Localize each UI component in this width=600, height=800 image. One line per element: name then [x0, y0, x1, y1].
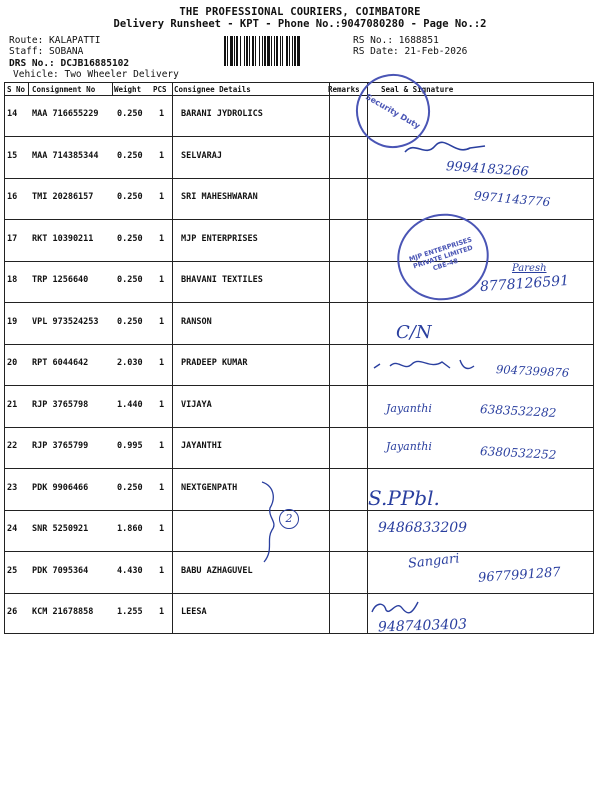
col-remarks: Remarks	[328, 85, 360, 94]
row-consignment: RKT 10390211	[32, 233, 94, 244]
barcode-bar	[244, 36, 245, 66]
col-consignment: Consignment No	[32, 85, 96, 94]
barcode-bar	[292, 36, 293, 66]
staff-label: Staff: SOBANA	[9, 46, 84, 57]
signature-mark	[368, 596, 428, 620]
barcode-bar	[234, 36, 235, 66]
row-consignment: PDK 7095364	[32, 565, 89, 576]
row-sno: 23	[7, 482, 18, 493]
row-weight: 2.030	[117, 358, 143, 368]
col-sno: S No	[7, 85, 26, 94]
table-row	[5, 95, 593, 137]
row-sno: 25	[7, 565, 18, 576]
hw-r26-phone: 9487403403	[377, 616, 468, 636]
table-row	[5, 303, 593, 345]
row-consignee: BABU AZHAGUVEL	[181, 565, 253, 576]
hw-r16-phone: 9994183266	[445, 159, 530, 180]
row-consignee: VIJAYA	[181, 399, 212, 410]
row-consignee: NEXTGENPATH	[181, 482, 238, 493]
vehicle-label: Vehicle: Two Wheeler Delivery	[13, 69, 179, 80]
row-consignee: SRI MAHESHWARAN	[181, 192, 258, 202]
row-sno: 15	[7, 150, 18, 161]
row-consignment: TMI 20286157	[32, 192, 94, 202]
row-weight: 0.250	[117, 233, 143, 244]
row-sno: 24	[7, 524, 18, 534]
barcode-bar	[262, 36, 263, 66]
row-pcs: 1	[159, 109, 165, 119]
row-pcs: 1	[159, 524, 165, 534]
table-row	[5, 220, 593, 262]
circled-number: 2	[279, 509, 299, 529]
row-consignee: MJP ENTERPRISES	[181, 233, 258, 244]
barcode	[224, 36, 347, 66]
row-pcs: 1	[159, 399, 165, 410]
drs-label: DRS No.: DCJB16885102	[9, 58, 130, 69]
barcode-bar	[255, 36, 256, 66]
row-consignment: PDK 9906466	[32, 482, 89, 493]
row-consignment: MAA 714385344	[32, 150, 99, 161]
hw-r25-phone: 9677991287	[477, 565, 562, 586]
barcode-bar	[227, 36, 228, 66]
hw-r20-phone: 9047399876	[495, 362, 570, 380]
row-weight: 0.250	[117, 316, 143, 327]
row-weight: 0.250	[117, 192, 143, 202]
signature-mark	[400, 138, 490, 160]
row-sno: 22	[7, 441, 18, 451]
rs-number: RS No.: 1688851	[353, 35, 439, 46]
barcode-bar	[236, 36, 238, 66]
row-sno: 20	[7, 358, 18, 368]
row-consignee: LEESA	[181, 607, 207, 617]
barcode-bar	[264, 36, 266, 66]
enterprises-stamp-text: MJP ENTERPRISES PRIVATE LIMITED CBE-48	[408, 235, 474, 273]
row-consignment: SNR 5250921	[32, 524, 89, 534]
barcode-bar	[230, 36, 233, 66]
barcode-bar	[259, 36, 260, 66]
col-pcs: PCS	[153, 85, 167, 94]
barcode-bar	[224, 36, 226, 66]
col-seal: Seal & Signature	[381, 85, 454, 94]
hw-r22-phone: 6380532252	[479, 444, 557, 462]
row-sno: 18	[7, 275, 18, 285]
barcode-bar	[240, 36, 241, 66]
barcode-bar	[286, 36, 288, 66]
row-sno: 16	[7, 192, 18, 202]
barcode-bar	[249, 36, 250, 66]
row-pcs: 1	[159, 358, 165, 368]
rs-date: RS Date: 21-Feb-2026	[353, 46, 468, 57]
hw-r18-phone: 8778126591	[479, 272, 570, 296]
route-label: Route: KALAPATTI	[9, 35, 101, 46]
barcode-bar	[280, 36, 281, 66]
row-pcs: 1	[159, 565, 165, 576]
row-weight: 4.430	[117, 565, 143, 576]
barcode-bar	[294, 36, 296, 66]
row-consignment: VPL 973524253	[32, 316, 99, 327]
row-sno: 26	[7, 607, 18, 617]
row-pcs: 1	[159, 482, 165, 493]
hw-r19-note: C/N	[396, 322, 432, 343]
row-sno: 14	[7, 109, 18, 119]
barcode-bar	[252, 36, 254, 66]
security-stamp-text: Security Duty	[364, 91, 422, 131]
col-weight: Weight	[114, 85, 142, 94]
row-sno: 19	[7, 316, 18, 327]
runsheet-subtitle: Delivery Runsheet - KPT - Phone No.:9047080280 - Page No.:2	[113, 18, 487, 30]
row-pcs: 1	[159, 275, 165, 285]
row-pcs: 1	[159, 316, 165, 327]
company-title: THE PROFESSIONAL COURIERS, COIMBATORE	[179, 6, 421, 18]
hw-r25-name: Sangari	[407, 551, 461, 572]
row-consignee: BARANI JYDROLICS	[181, 109, 263, 119]
row-consignment: MAA 716655229	[32, 109, 99, 119]
row-pcs: 1	[159, 233, 165, 244]
barcode-bar	[267, 36, 270, 66]
barcode-bar	[274, 36, 275, 66]
row-consignment: RJP 3765799	[32, 441, 89, 451]
hw-r18-name: Paresh	[512, 263, 547, 274]
row-sno: 21	[7, 399, 18, 410]
row-consignee: JAYANTHI	[181, 441, 222, 451]
row-weight: 0.250	[117, 150, 143, 161]
row-weight: 0.995	[117, 441, 143, 451]
row-consignee: BHAVANI TEXTILES	[181, 275, 263, 285]
hw-r17-phone: 9971143776	[473, 188, 551, 210]
row-consignment: RPT 6044642	[32, 358, 89, 368]
row-consignee: RANSON	[181, 316, 212, 327]
hw-r22-name: Jayanthi	[386, 440, 432, 453]
hw-r23-sign: S.PPbl.	[368, 486, 440, 510]
barcode-bar	[282, 36, 283, 66]
row-pcs: 1	[159, 607, 165, 617]
row-consignment: TRP 1256640	[32, 275, 89, 285]
row-weight: 0.250	[117, 482, 143, 493]
barcode-bar	[276, 36, 278, 66]
hw-r21-phone: 6383532282	[479, 402, 557, 420]
barcode-bar	[297, 36, 300, 66]
row-pcs: 1	[159, 150, 165, 161]
row-sno: 17	[7, 233, 18, 244]
hw-r24-phone: 9486833209	[378, 520, 468, 536]
divider	[28, 83, 29, 95]
row-weight: 1.440	[117, 399, 143, 410]
row-pcs: 1	[159, 192, 165, 202]
row-consignee: PRADEEP KUMAR	[181, 358, 248, 368]
barcode-bar	[246, 36, 248, 66]
signature-mark	[370, 354, 490, 380]
row-weight: 0.250	[117, 275, 143, 285]
barcode-bar	[289, 36, 290, 66]
hw-r21-name: Jayanthi	[386, 402, 432, 415]
col-consignee: Consignee Details	[174, 85, 251, 94]
row-consignee: SELVARAJ	[181, 150, 222, 161]
row-weight: 0.250	[117, 109, 143, 119]
row-consignment: KCM 21678858	[32, 607, 94, 617]
row-weight: 1.255	[117, 607, 143, 617]
barcode-bar	[271, 36, 272, 66]
row-pcs: 1	[159, 441, 165, 451]
row-weight: 1.860	[117, 524, 143, 534]
table-row	[5, 593, 593, 635]
divider	[112, 83, 113, 95]
row-consignment: RJP 3765798	[32, 399, 89, 410]
